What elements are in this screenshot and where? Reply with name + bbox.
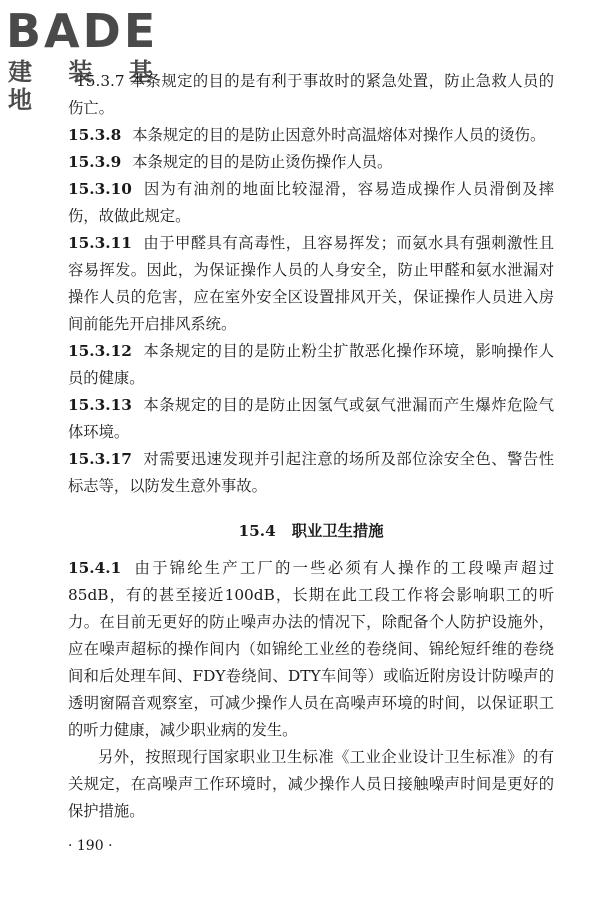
clause-number: 15.3.9: [68, 153, 122, 171]
clause-15-3-11: [68, 230, 554, 338]
body-paragraph: 另外，按照现行国家职业卫生标准《工业企业设计卫生标准》的有关规定，在高噪声工作环境时，减少操作人员日接触噪声时间是更好的保护措施。: [68, 748, 554, 820]
clause-text: 本条规定的目的是防止因氢气或氨气泄漏而产生爆炸危险气体环境。: [68, 396, 554, 441]
clause-15-3-9: [68, 149, 554, 176]
clause-text: 本条规定的目的是防止粉尘扩散恶化操作环境，影响操作人员的健康。: [68, 342, 554, 387]
clause-15-3-10: [68, 176, 554, 230]
clause-number: 15.3.11: [68, 234, 132, 252]
clause-number: 15.3.10: [68, 180, 132, 198]
section-number: 15.4: [238, 522, 276, 540]
page-content: [68, 68, 554, 825]
logo-text: BADE: [6, 4, 159, 58]
clause-text: 因为有油剂的地面比较湿滑，容易造成操作人员滑倒及摔伤，故做此规定。: [68, 180, 554, 225]
clause-number: 15.3.17: [68, 450, 132, 468]
clause-15-3-17: [68, 446, 554, 500]
clause-15-3-12: [68, 338, 554, 392]
clause-number: 15.3.8: [68, 126, 122, 144]
intro-paragraph: 15.3.7 本条规定的目的是有利于事故时的紧急处置，防止急救人员的伤亡。: [68, 72, 554, 117]
section-title: 职业卫生措施: [291, 522, 384, 540]
clause-text: 对需要迅速发现并引起注意的场所及部位涂安全色、警告性标志等，以防发生意外事故。: [68, 450, 554, 495]
logo-subtitle: 建 装 基 地: [8, 58, 167, 114]
clause-number: 15.3.13: [68, 396, 132, 414]
clause-text: 由于甲醛具有高毒性，且容易挥发；而氨水具有强刺激性且容易挥发。因此，为保证操作人员的人身安全，防止甲醛和氨水泄漏对操作人员的危害，应在室外安全区设置排风开关，保证操作人员进入房间前能先开启排风系统。: [68, 234, 554, 333]
clause-15-3-8: [68, 122, 554, 149]
page-number: · 190 ·: [68, 838, 113, 854]
clause-number: 15.4.1: [68, 559, 122, 577]
clause-number: 15.3.12: [68, 342, 132, 360]
section-heading: [68, 518, 554, 545]
clause-text: 本条规定的目的是防止因意外时高温熔体对操作人员的烫伤。: [132, 126, 546, 144]
clause-text: 由于锦纶生产工厂的一些必须有人操作的工段噪声超过85dB，有的甚至接近100dB，长期在此工段工作将会影响职工的听力。在目前无更好的防止噪声办法的情况下，除配备个人防护设施外，应在噪声超标的操作间内（如锦纶工业丝的卷绕间、锦纶短纤维的卷绕间和后处理车间、FDY卷绕间、DTY车间等）或临近附房设计防噪声的透明窗隔音观察室，可减少操作人员在高噪声环境的时间，以保证职工的听力健康，减少职业病的发生。: [68, 559, 554, 739]
clause-15-3-13: [68, 392, 554, 446]
clause-15-4-1: [68, 555, 554, 744]
clause-text: 本条规定的目的是防止烫伤操作人员。: [132, 153, 393, 171]
